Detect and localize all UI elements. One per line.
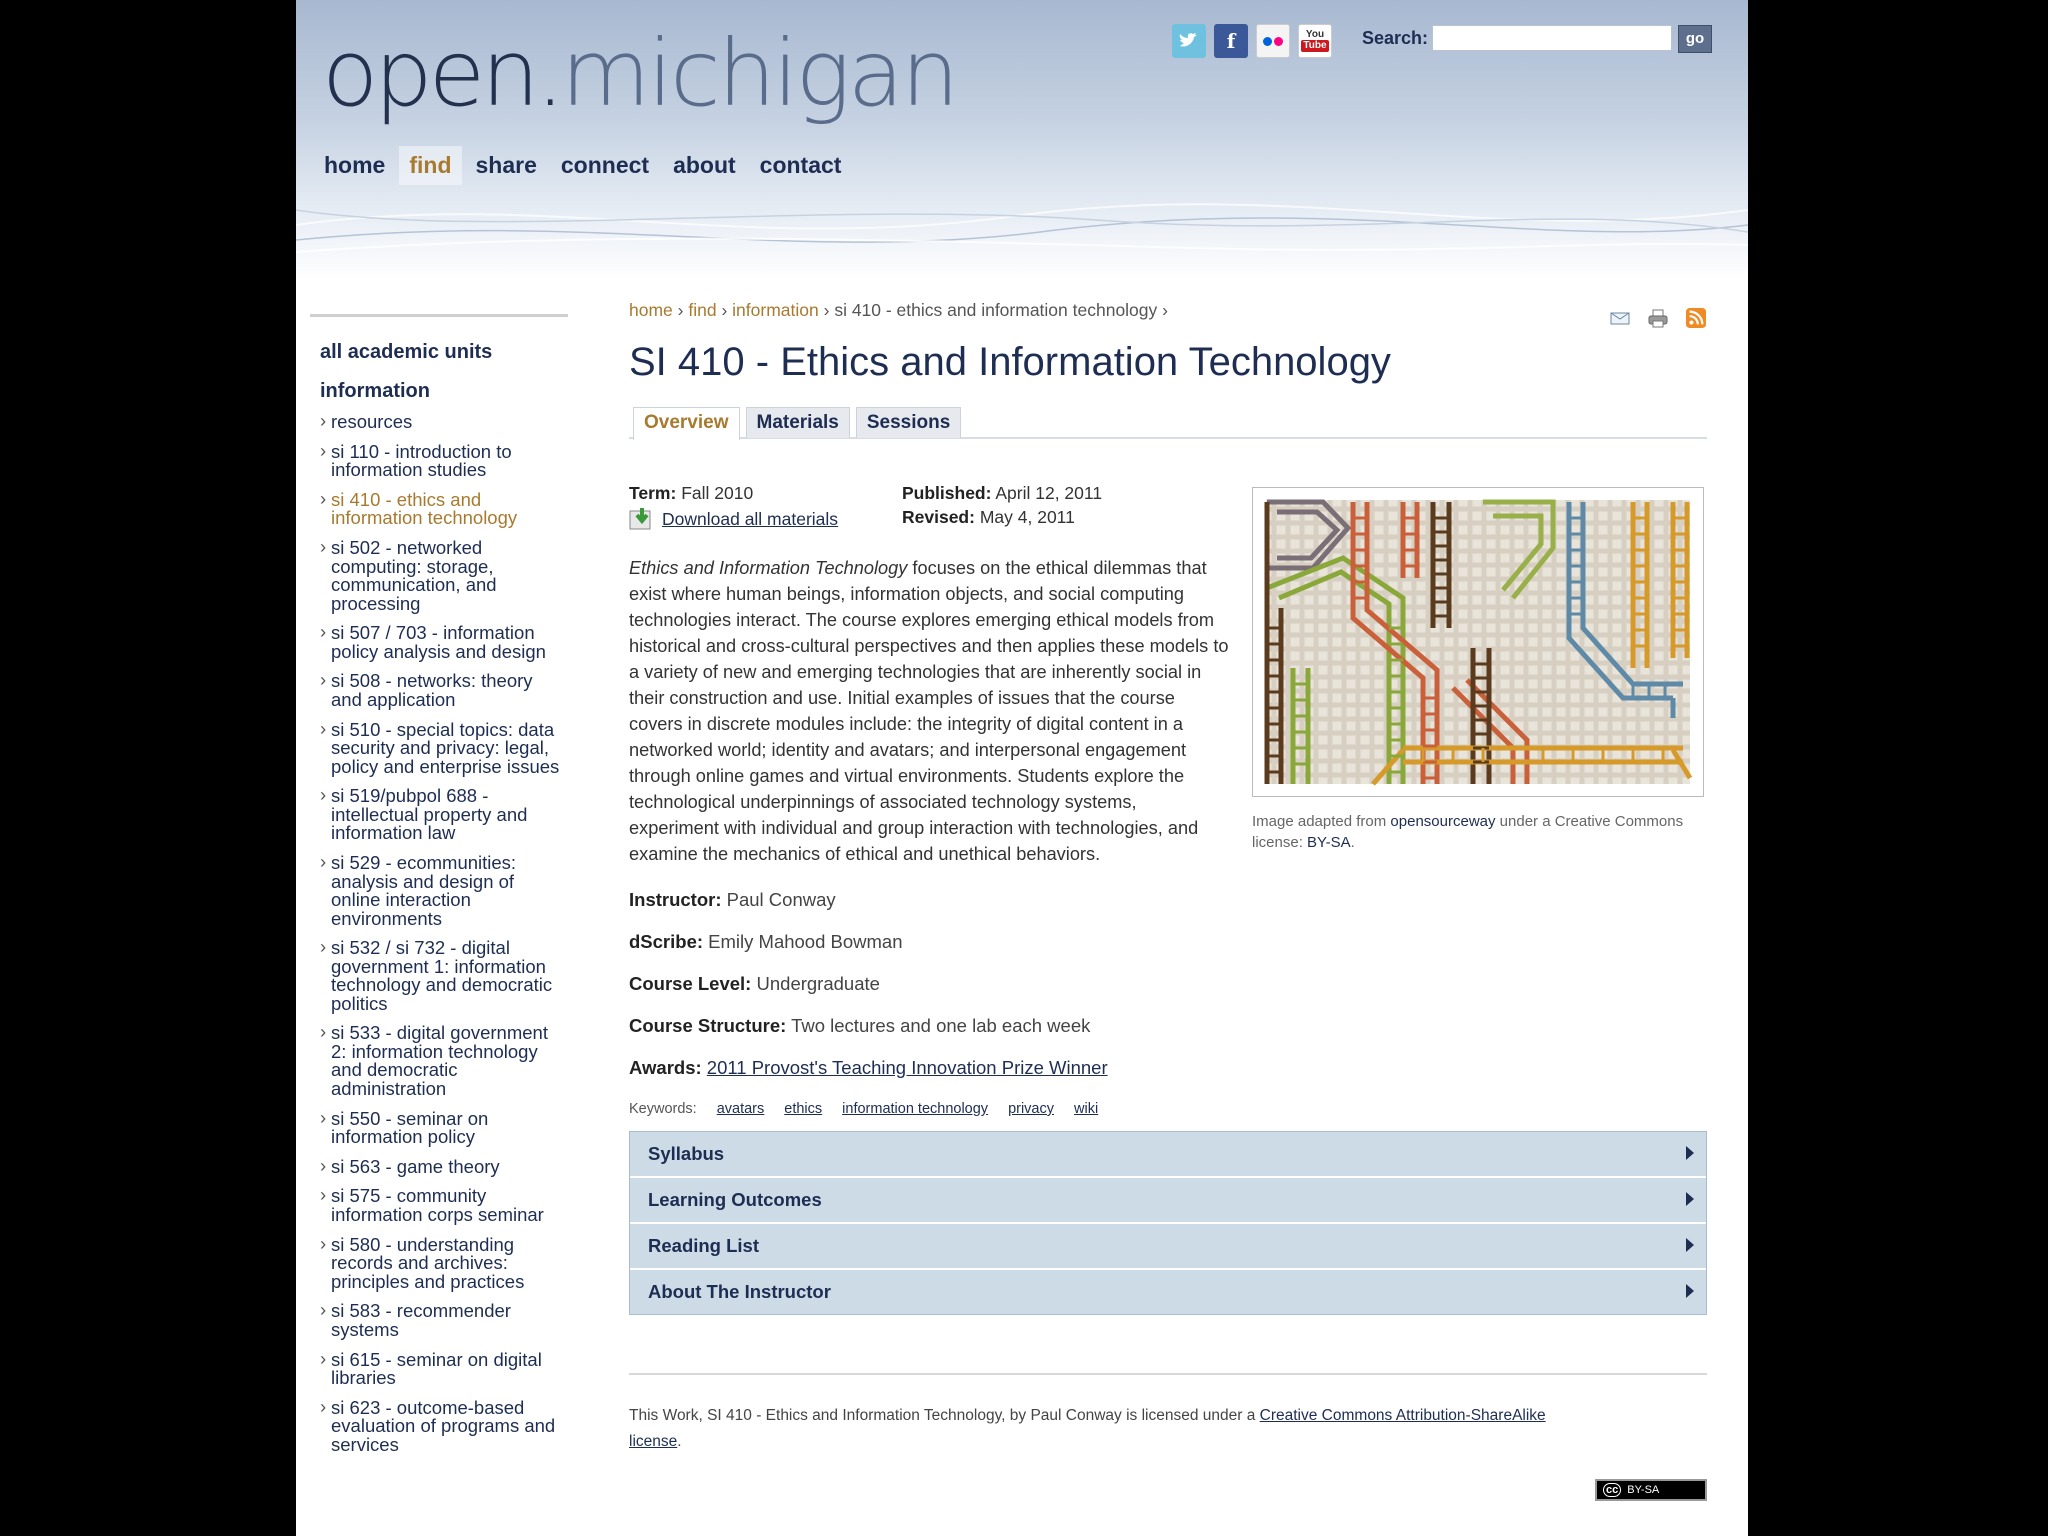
accordion-about-instructor[interactable] <box>630 1270 1706 1314</box>
nav-connect[interactable]: connect <box>560 152 650 178</box>
youtube-tube-text: Tube <box>1303 40 1327 51</box>
sidebar-item[interactable]: › resources <box>320 413 568 432</box>
breadcrumb-separator: › <box>677 300 684 320</box>
sidebar-item[interactable]: › si 580 - understanding records and archives: principles and practices <box>320 1236 568 1292</box>
breadcrumb-find[interactable]: find <box>688 300 717 320</box>
accordion-reading-list[interactable] <box>630 1224 1706 1270</box>
search-go-button[interactable]: go <box>1678 25 1712 53</box>
caption-suffix: . <box>1350 834 1355 851</box>
expand-arrow-icon <box>1686 1146 1694 1160</box>
course-image <box>1252 487 1704 797</box>
expand-arrow-icon <box>1686 1284 1694 1298</box>
published <box>902 483 1102 504</box>
sidebar <box>310 314 568 1465</box>
license-suffix: . <box>677 1433 682 1450</box>
keywords <box>629 1101 1707 1117</box>
description-course-name: Ethics and Information Technology <box>629 558 908 578</box>
sidebar-item[interactable]: › si 563 - game theory <box>320 1158 568 1177</box>
top-nav <box>314 146 851 185</box>
description-text: focuses on the ethical dilemmas that exist where human beings, information objects, and social computing technologies interact. The course explores emerging ethical models from historical and cross-cultural perspectives and then applies these models to a variety of new and emerging technologies that are inherently social in their construction and use. Initial examples of issues that the course covers in discrete modules include: the integrity of digital content in a networked world; identity and avatars; and interpersonal engagement through online games and virtual environments. Students explore the technological underpinnings of associated technology systems, experiment with individual and group interaction with technologies, and examine the mechanics of ethical and unethical behaviors. <box>629 558 1229 864</box>
breadcrumb-separator: › <box>823 300 830 320</box>
rss-icon[interactable] <box>1685 308 1707 328</box>
dscribe-field <box>629 931 1707 953</box>
print-icon[interactable] <box>1647 308 1669 328</box>
footer <box>629 1403 1707 1496</box>
page <box>296 0 1748 1536</box>
awards-link[interactable]: 2011 Provost's Teaching Innovation Prize Winner <box>706 1057 1108 1078</box>
sidebar-item[interactable]: › si 583 - recommender systems <box>320 1302 568 1339</box>
search-label: Search: <box>1362 28 1429 48</box>
site-logo[interactable] <box>322 20 957 127</box>
tab-bar <box>629 407 1707 439</box>
youtube-you-text: You <box>1305 29 1325 40</box>
nav-about[interactable]: about <box>673 152 736 178</box>
caption-license-link[interactable]: BY-SA <box>1307 834 1351 851</box>
sidebar-item[interactable]: › si 533 - digital government 2: information technology and democratic administration <box>320 1024 568 1098</box>
sidebar-item[interactable]: › si 575 - community information corps seminar <box>320 1187 568 1224</box>
nav-find[interactable]: find <box>399 146 461 185</box>
flickr-icon[interactable] <box>1256 24 1290 58</box>
page-tools <box>1609 308 1707 328</box>
course-level-value: Undergraduate <box>756 973 880 994</box>
breadcrumb-home[interactable]: home <box>629 300 673 320</box>
accordion <box>629 1131 1707 1315</box>
keywords-label: Keywords: <box>629 1101 697 1117</box>
accordion-label: Reading List <box>648 1235 760 1256</box>
sidebar-item[interactable]: › si 623 - outcome-based evaluation of programs and services <box>320 1399 568 1455</box>
sidebar-item[interactable]: › si 508 - networks: theory and application <box>320 672 568 709</box>
sidebar-unit-heading[interactable]: information <box>320 380 430 402</box>
course-level-label: Course Level: <box>629 973 752 994</box>
header-wave-decoration <box>296 170 1748 280</box>
nav-contact[interactable]: contact <box>759 152 842 178</box>
email-icon[interactable] <box>1609 308 1631 328</box>
course-structure-value: Two lectures and one lab each week <box>791 1015 1091 1036</box>
keyword-link[interactable]: ethics <box>784 1101 823 1117</box>
logo-open: open. <box>322 20 561 127</box>
logo-michigan: michigan <box>560 20 957 127</box>
accordion-syllabus[interactable] <box>630 1132 1706 1178</box>
course-description <box>629 555 1229 867</box>
sidebar-item[interactable]: › si 502 - networked computing: storage, communication, and processing <box>320 539 568 613</box>
footer-divider <box>629 1373 1707 1375</box>
dscribe-value: Emily Mahood Bowman <box>708 931 903 952</box>
sidebar-item[interactable]: › si 529 - ecommunities: analysis and design of online interaction environments <box>320 854 568 928</box>
cc-by-sa-badge[interactable] <box>1595 1479 1707 1501</box>
license-prefix: This Work, SI 410 - Ethics and Information Technology, by Paul Conway is licensed under a <box>629 1407 1260 1424</box>
term-value: Fall 2010 <box>681 483 754 503</box>
youtube-icon[interactable] <box>1298 24 1332 58</box>
image-caption <box>1252 811 1692 853</box>
license-link[interactable]: Creative Commons Attribution-ShareAlike license <box>629 1407 1546 1450</box>
course-level-field <box>629 973 1707 995</box>
sidebar-all-units[interactable]: all academic units <box>320 341 493 363</box>
download-all-link[interactable]: Download all materials <box>662 508 839 529</box>
revised <box>902 507 1075 528</box>
cc-badge-label: BY-SA <box>1627 1484 1660 1496</box>
keyword-link[interactable]: avatars <box>716 1101 765 1117</box>
breadcrumb-current: si 410 - ethics and information technology <box>834 300 1158 320</box>
caption-middle: under a Creative Commons license: <box>1252 813 1684 851</box>
license-text <box>629 1403 1589 1455</box>
term <box>629 483 753 504</box>
revised-label: Revised: <box>902 507 975 527</box>
expand-arrow-icon <box>1686 1238 1694 1252</box>
facebook-icon[interactable]: f <box>1214 24 1248 58</box>
sidebar-item[interactable]: › si 507 / 703 - information policy analysis and design <box>320 624 568 661</box>
cc-logo: cc <box>1603 1483 1621 1497</box>
tab-sessions[interactable]: Sessions <box>856 407 961 438</box>
accordion-learning-outcomes[interactable] <box>630 1178 1706 1224</box>
sidebar-item[interactable]: › si 532 / si 732 - digital government 1: information technology and democratic politics <box>320 939 568 1013</box>
instructor-label: Instructor: <box>629 889 722 910</box>
page-title: SI 410 - Ethics and Information Technology <box>629 340 1391 384</box>
sidebar-item[interactable]: › si 550 - seminar on information policy <box>320 1110 568 1147</box>
nav-share[interactable]: share <box>475 152 537 178</box>
breadcrumb-separator: › <box>721 300 728 320</box>
caption-source-link[interactable]: opensourceway <box>1390 813 1496 830</box>
instructor-value: Paul Conway <box>726 889 836 910</box>
social-links <box>1172 24 1332 58</box>
breadcrumb-separator: › <box>1162 300 1168 320</box>
published-value: April 12, 2011 <box>995 483 1103 503</box>
twitter-icon[interactable] <box>1172 24 1206 58</box>
sidebar-item[interactable]: › si 110 - introduction to information studies <box>320 443 568 480</box>
sidebar-course-list <box>310 413 568 1454</box>
awards-label: Awards: <box>629 1057 702 1078</box>
awards-field <box>629 1057 1707 1079</box>
breadcrumb <box>629 300 1707 321</box>
nav-home[interactable]: home <box>324 152 386 178</box>
download-icon <box>629 507 655 531</box>
accordion-label: Learning Outcomes <box>648 1189 822 1210</box>
sidebar-item[interactable]: › si 615 - seminar on digital libraries <box>320 1351 568 1388</box>
instructor-field <box>629 889 1707 911</box>
revised-value: May 4, 2011 <box>979 507 1075 527</box>
keyword-link[interactable]: information technology <box>842 1101 989 1117</box>
published-label: Published: <box>902 483 992 503</box>
search-input[interactable] <box>1432 25 1672 51</box>
keyword-link[interactable]: privacy <box>1008 1101 1054 1117</box>
sidebar-item[interactable]: › si 510 - special topics: data security and privacy: legal, policy and enterprise issues <box>320 721 568 777</box>
sidebar-item-current[interactable]: › si 410 - ethics and information technology <box>320 491 568 528</box>
sidebar-item[interactable]: › si 519/pubpol 688 - intellectual property and information law <box>320 787 568 843</box>
header <box>296 0 1748 280</box>
expand-arrow-icon <box>1686 1192 1694 1206</box>
course-structure-label: Course Structure: <box>629 1015 787 1036</box>
download-all <box>629 507 838 531</box>
accordion-label: About The Instructor <box>648 1281 831 1302</box>
breadcrumb-information[interactable]: information <box>732 300 819 320</box>
tab-materials[interactable]: Materials <box>746 407 850 438</box>
course-structure-field <box>629 1015 1707 1037</box>
main-content <box>629 300 1707 1496</box>
dscribe-label: dScribe: <box>629 931 704 952</box>
ladders-illustration <box>1253 488 1703 796</box>
tab-overview[interactable]: Overview <box>633 407 740 440</box>
term-label: Term: <box>629 483 677 503</box>
accordion-label: Syllabus <box>648 1143 725 1164</box>
caption-prefix: Image adapted from <box>1252 813 1391 830</box>
keyword-link[interactable]: wiki <box>1074 1101 1099 1117</box>
